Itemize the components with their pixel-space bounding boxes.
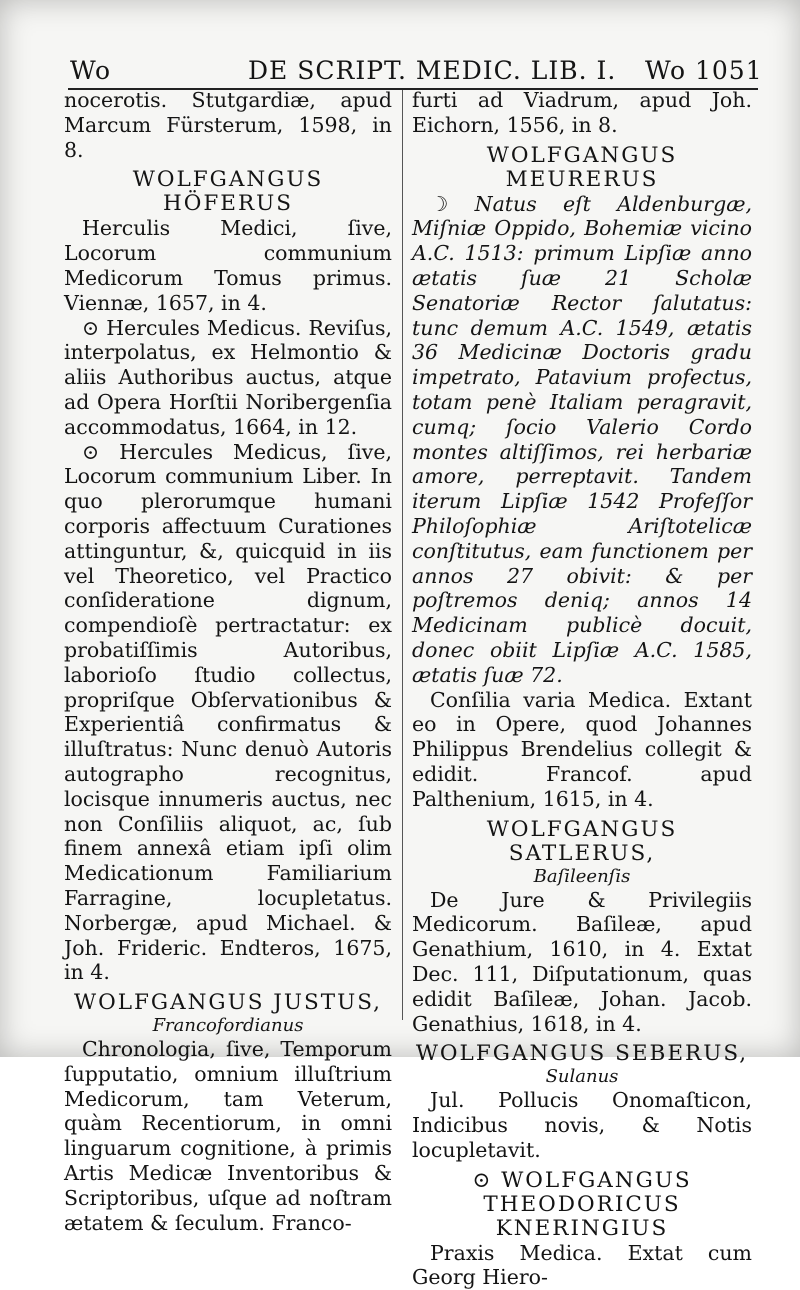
entry-justus xyxy=(64,991,392,1235)
entry-heading: WOLFGANGUS SEBERUS, xyxy=(415,1041,749,1067)
sun-symbol-icon: ⊙ xyxy=(82,315,100,340)
work-entry: Jul. Pollucis Onomaſticon, Indicibus novis, & Notis locupletavit. xyxy=(412,1088,752,1162)
work-entry: Chronologia, ſive, Temporum ſupputatio, omnium illuſtrium Medicorum, tam Veterum, quàm Recentiorum, in omni linguarum cognitione, à primis Artis Medicæ Inventoribus & Scriptoribus, uſque ad noſtram ætatem & ſeculum. Franco- xyxy=(64,1037,392,1235)
entry-heading: WOLFGANGUS SATLERUS, xyxy=(486,816,678,866)
work-entry: Herculis Medici, ſive, Locorum communium Medicorum Tomus primus. Viennæ, 1657, in 4. xyxy=(64,216,392,315)
entry-origin: Baſileenſis xyxy=(533,865,631,887)
header-title: DE SCRIPT. MEDIC. LIB. I. xyxy=(248,56,617,85)
work-entry: Praxis Medica. Extat cum Georg Hiero- xyxy=(412,1240,752,1290)
header-page-number: Wo 1051 xyxy=(645,56,763,85)
biography xyxy=(412,192,752,688)
moon-symbol-icon: ☽ xyxy=(430,191,449,216)
running-header xyxy=(70,56,770,86)
continuation-text: furti ad Viadrum, apud Joh. Eichorn, 1556, in 8. xyxy=(412,88,752,137)
biography-text: Natus eſt Aldenburgæ, Miſniæ Oppido, Bohemiæ vicino A.C. 1513: primum Lipſiæ anno ætatis ſuæ 21 Scholæ Senatoriæ Rector ſalutatus: tunc demum A.C. 1549, ætatis 36 Medicinæ Doctoris gradu impetrato, Patavium profectus, totam penè Italiam peragravit, cumq; ſocio Valerio Cordo montes altiſſimos, rei herbariæ amore, perreptavit. Tandem iterum Lipſiæ 1542 Profeſſor Philoſophiæ Ariſtotelicæ conſtitutus, eam functionem per annos 27 obivit: & per poſtremos deniq; annos 14 Medicinam publicè docuit, donec obiit Lipſiæ A.C. 1585, ætatis ſuæ 72. xyxy=(412,191,752,687)
entry-heading xyxy=(412,1169,752,1241)
work-entry: Conſilia varia Medica. Extant eo in Opere, quod Johannes Philippus Brendelius collegit & edidit. Francof. apud Palthenium, 1615, in 4. xyxy=(412,687,752,811)
entry-origin: Francofordianus xyxy=(152,1015,304,1037)
entry-hofer xyxy=(64,168,392,985)
entry-heading-text: WOLFGANGUS THEODORICUS KNERINGIUS xyxy=(483,1167,692,1241)
entry-heading: WOLFGANGUS HÖFERUS xyxy=(132,167,324,217)
right-column xyxy=(412,88,752,1290)
entry-meurer xyxy=(412,144,752,812)
entry-knering xyxy=(412,1169,752,1290)
header-left: Wo xyxy=(70,56,112,85)
column-divider xyxy=(402,90,403,1020)
entry-heading: WOLFGANGUS JUSTUS, xyxy=(73,990,382,1016)
continuation-text: nocerotis. Stutgardiæ, apud Marcum Fürsterum, 1598, in 8. xyxy=(64,88,392,162)
entry-origin: Sulanus xyxy=(545,1066,619,1088)
work-entry xyxy=(64,316,392,440)
work-entry xyxy=(64,440,392,986)
sun-symbol-icon: ⊙ xyxy=(472,1167,493,1193)
entry-heading: WOLFGANGUS MEURERUS xyxy=(486,142,678,192)
entry-seberus xyxy=(412,1042,752,1162)
work-text: Hercules Medicus. Reviſus, interpolatus, ex Helmontio & aliis Authoribus auctus, atque ad Opera Horſtii Noribergenſia accommodatus, 1664, in 12. xyxy=(64,315,392,439)
work-entry: De Jure & Privilegiis Medicorum. Baſileæ, apud Genathium, 1610, in 4. Extat Dec. 111, Diſputationum, quas edidit Baſileæ, Johan. Jacob. Genathius, 1618, in 4. xyxy=(412,887,752,1036)
left-column xyxy=(64,88,392,1235)
entry-satlerus xyxy=(412,818,752,1037)
work-text: Hercules Medicus, ſive, Locorum communium Liber. In quo plerorumque humani corporis affectuum Curationes attinguntur, &, quicquid in iis vel Theoretico, vel Practico conſideratione dignum, compendioſè pertractatur: ex probatiſſimis Autoribus, laborioſo ſtudio collectus, propriſque Obſervationibus & Experientiâ confirmatus & illuſtratus: Nunc denuò Autoris autographo recognitus, locisque innumeris auctus, nec non Conſiliis aliquot, ac, ſub finem annexâ etiam ipſi olim Medicationum Familiarium Farragine, locupletatus. Norbergæ, apud Michael. & Joh. Frideric. Endteros, 1675, in 4. xyxy=(64,439,392,985)
sun-symbol-icon: ⊙ xyxy=(82,439,100,464)
